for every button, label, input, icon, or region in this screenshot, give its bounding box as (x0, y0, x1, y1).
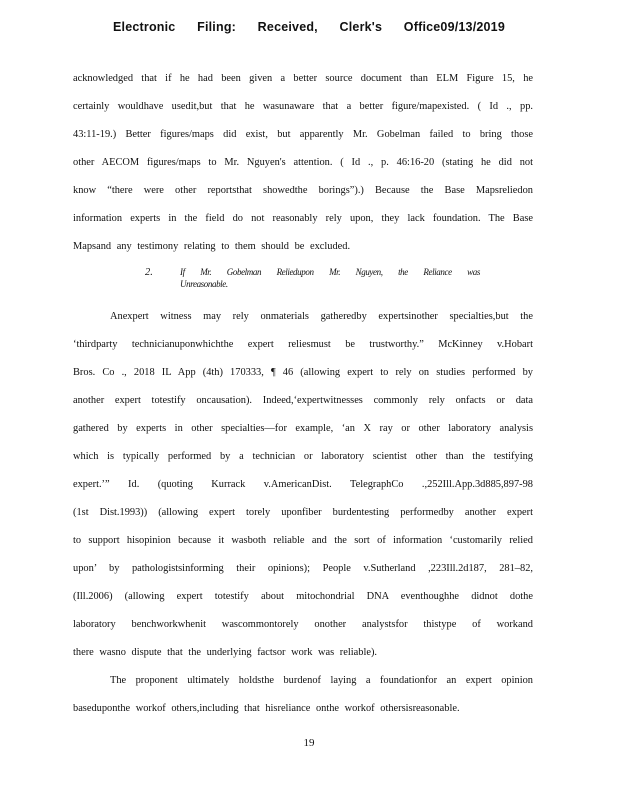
body-line: baseduponthe workof others,including that hisreliance onthe workof othersisreasonable. (73, 703, 460, 714)
body-line: other AECOM figures/maps to Mr. Nguyen's attention. ( Id ., p. 46:16-20 (stating he did not (73, 157, 533, 168)
body-line: information experts in the field do not reasonably rely upon, they lack foundation. The Base (73, 213, 533, 224)
body-line: which is typically performed by a technician or laboratory scientist other than the testifying (73, 451, 533, 462)
body-line: know “there were other reportsthat showedthe borings”).) Because the Base Mapsreliedon (73, 185, 533, 196)
section-heading-line: Unreasonable. (180, 279, 228, 289)
body-line: upon’ by pathologistsinforming their opinions); People v.Sutherland ,223Ill.2d187, 281–82, (73, 563, 533, 574)
body-line: gathered by experts in other specialties—for example, ‘an X ray or other laboratory analysis (73, 423, 533, 434)
body-line: Mapsand any testimony relating to them should be excluded. (73, 241, 351, 252)
body-line: Anexpert witness may rely onmaterials gatheredby expertsinother specialties,but the (110, 311, 533, 322)
body-line: to support hisopinion because it wasboth reliable and the sort of information ‘customarily relied (73, 535, 533, 546)
section-heading-line: If Mr. Gobelman Reliedupon Mr. Nguyen, the Reliance was (180, 267, 480, 277)
filing-header: Electronic Filing: Received, Clerk's Office09/13/2019 (113, 20, 505, 34)
body-line: (1st Dist.1993)) (allowing expert torely uponfiber burdentesting performedby another expert (73, 507, 533, 518)
body-line: expert.’” Id. (quoting Kurrack v.AmericanDist. TelegraphCo .,252Ill.App.3d885,897-98 (73, 479, 533, 490)
body-line: (Ill.2006) (allowing expert totestify about mitochondrial DNA eventhoughhe didnot dothe (73, 591, 533, 602)
body-line: 43:11-19.) Better figures/maps did exist, but apparently Mr. Gobelman failed to bring those (73, 129, 533, 140)
body-line: certainly wouldhave usedit,but that he wasunaware that a better figure/mapexisted. ( Id ., pp. (73, 101, 533, 112)
body-line: laboratory benchworkwhenit wascommontorely onother analystsfor thistype of workand (73, 619, 533, 630)
body-line: The proponent ultimately holdsthe burdenof laying a foundationfor an expert opinion (110, 675, 533, 686)
body-line: acknowledged that if he had been given a better source document than ELM Figure 15, he (73, 73, 533, 84)
section-heading (180, 267, 480, 291)
body-line: Bros. Co ., 2018 IL App (4th) 170333, ¶ 46 (allowing expert to rely on studies performed by (73, 367, 533, 378)
body-line: another expert totestify oncausation). Indeed,‘expertwitnesses commonly rely onfacts or data (73, 395, 533, 406)
body-line: ‘thirdparty technicianuponwhichthe expert reliesmust be trustworthy.” McKinney v.Hobart (73, 339, 533, 350)
body-line: there wasno dispute that the underlying factsor work was reliable). (73, 647, 377, 658)
section-number: 2. (145, 267, 153, 278)
page-number: 19 (303, 737, 315, 749)
